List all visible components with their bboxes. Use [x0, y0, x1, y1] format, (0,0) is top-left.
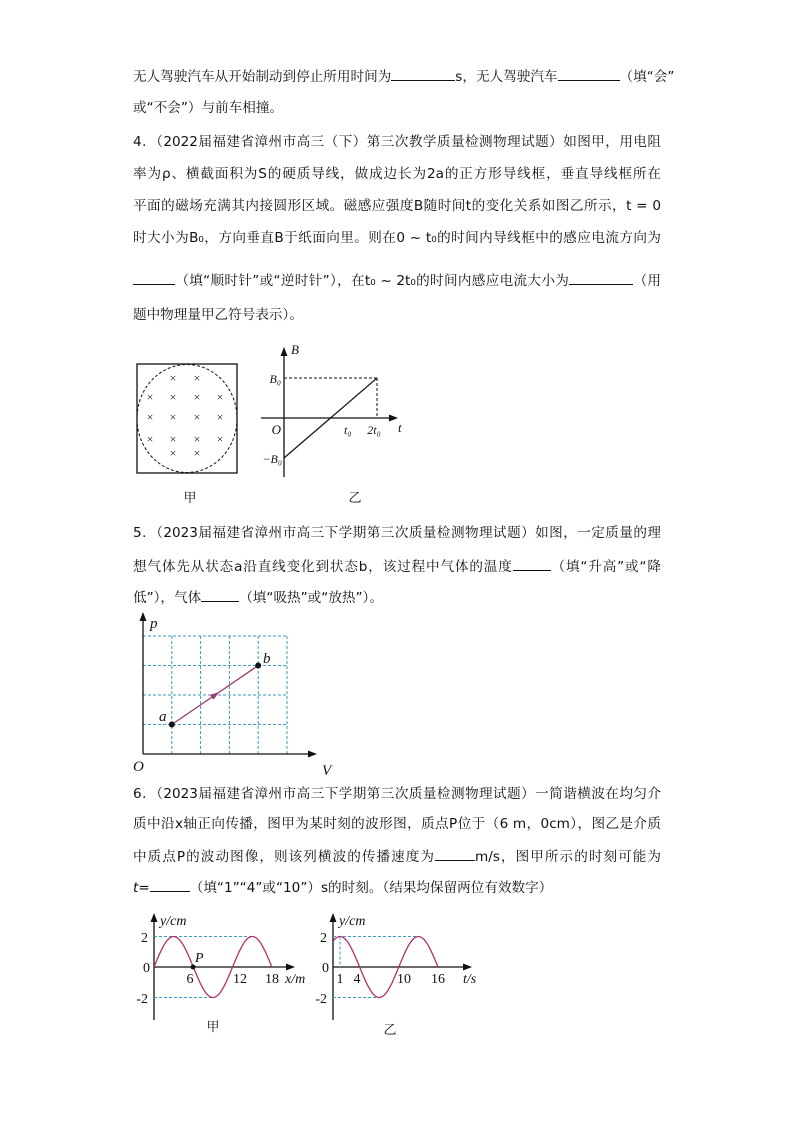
- q4-line-1: 4．（2022届福建省漳州市高三（下）第三次教学质量检测物理试题）如图甲，用电阻: [133, 134, 661, 150]
- caption-jia: 甲: [183, 491, 197, 506]
- caption-jia: 甲: [206, 1020, 220, 1035]
- q4-line-4: 时大小为B₀，方向垂直B于纸面向里。则在0 ~ t₀的时间内导线框中的感应电流方向为: [133, 230, 661, 246]
- cross-mark: ×: [146, 390, 154, 404]
- text: 低”），气体: [133, 590, 202, 606]
- cross-mark: ×: [169, 432, 177, 446]
- q6-line-1: 6．（2023届福建省漳州市高三下学期第三次质量检测物理试题）一简谐横波在均匀介: [133, 786, 661, 802]
- y-axis-label-text: y/cm: [160, 914, 187, 929]
- cross-mark: ×: [146, 410, 154, 424]
- cross-mark: ×: [193, 390, 201, 404]
- y-tick: 0: [143, 961, 150, 976]
- arrow-icon: [286, 964, 295, 971]
- x-tick: 6: [186, 972, 194, 987]
- y-axis-label: p: [150, 616, 158, 632]
- text: （填“吸热”或“放热”）。: [239, 590, 383, 606]
- tick-2t0: 2t₀: [367, 423, 381, 437]
- text: 想气体先从状态a沿直线变化到状态b，该过程中气体的温度: [133, 559, 513, 575]
- arrow-icon: [330, 913, 337, 922]
- q6-line-2: 质中沿x轴正向传播，图甲为某时刻的波形图，质点P位于（6 m，0cm），图乙是介质: [133, 816, 661, 832]
- cross-mark: ×: [216, 390, 224, 404]
- x-tick: 4: [353, 972, 361, 987]
- x-tick: 10: [397, 972, 411, 987]
- x-axis-label: t: [398, 420, 402, 435]
- label-a: a: [159, 709, 167, 725]
- text: 中质点P的波动图像，则该列横波的传播速度为: [133, 849, 436, 865]
- y-axis-label: [158, 914, 186, 929]
- x-tick: 1: [336, 972, 344, 987]
- caption-yi: 乙: [348, 491, 362, 506]
- text: （填“会”: [619, 69, 675, 85]
- tick-t0: t₀: [344, 423, 352, 437]
- cross-mark: ×: [169, 410, 177, 424]
- q3-line-2: 或“不会”）与前车相撞。: [133, 100, 284, 116]
- x-tick: 16: [431, 972, 445, 987]
- x-axis-label: t/s: [463, 972, 477, 987]
- x-tick: 12: [233, 972, 247, 987]
- text: （填“顺时针”或“逆时针”），在t₀ ~ 2t₀的时间内感应电流大小为: [175, 273, 570, 289]
- cross-mark: ×: [169, 446, 177, 460]
- cross-mark: ×: [169, 390, 177, 404]
- figure-yi-vibration-graph: [315, 913, 476, 1038]
- y-tick: -2: [136, 992, 148, 1007]
- q4-line-3: 平面的磁场充满其内接圆形区域。磁感应强度B随时间t的变化关系如图乙所示，t = 0: [133, 198, 661, 214]
- label-b: b: [263, 651, 271, 667]
- cross-mark: ×: [193, 446, 201, 460]
- point-p-label: P: [195, 951, 204, 966]
- cross-mark: ×: [193, 371, 201, 385]
- y-tick: 2: [141, 931, 148, 946]
- text: （用: [633, 273, 661, 289]
- cross-mark: ×: [146, 432, 154, 446]
- tick-neg-b0: −B₀: [262, 452, 282, 466]
- y-tick: 2: [320, 931, 327, 946]
- x-axis-label: V: [322, 763, 332, 779]
- arrow-icon: [151, 913, 158, 922]
- text: m/s，图甲所示的时刻可能为: [475, 849, 661, 865]
- cross-mark: ×: [216, 432, 224, 446]
- caption-yi: 乙: [383, 1023, 397, 1038]
- y-tick: 0: [322, 961, 329, 976]
- text: t=: [133, 880, 150, 896]
- text: s，无人驾驶汽车: [455, 69, 558, 85]
- text: （填“1”“4”或“10”）s的时刻。（结果均保留两位有效数字）: [189, 880, 553, 896]
- text: （填“升高”或“降: [550, 559, 661, 575]
- x-tick: 18: [265, 972, 279, 987]
- cross-mark: ×: [216, 410, 224, 424]
- origin-label: O: [271, 422, 281, 437]
- text: 无人驾驶汽车从开始制动到停止所用时间为: [133, 69, 392, 85]
- cross-mark: ×: [193, 410, 201, 424]
- cross-mark: ×: [193, 432, 201, 446]
- y-tick: -2: [315, 992, 327, 1007]
- q5-line-1: 5．（2023届福建省漳州市高三下学期第三次质量检测物理试题）如图，一定质量的理: [133, 525, 661, 541]
- arrow-icon: [463, 964, 472, 971]
- tick-b0: B₀: [269, 372, 281, 386]
- y-axis-label: B: [291, 342, 299, 357]
- y-axis-label: y/cm: [339, 914, 366, 929]
- figure-jia-wave-graph: [136, 913, 305, 1035]
- cross-mark: ×: [169, 371, 177, 385]
- q4-line-6: 题中物理量甲乙符号表示）。: [133, 307, 303, 323]
- origin-label: O: [133, 759, 144, 775]
- x-axis-label: x/m: [285, 972, 306, 987]
- q4-line-2: 率为ρ、横截面积为S的硬质导线，做成边长为2a的正方形导线框，垂直导线框所在: [133, 166, 661, 182]
